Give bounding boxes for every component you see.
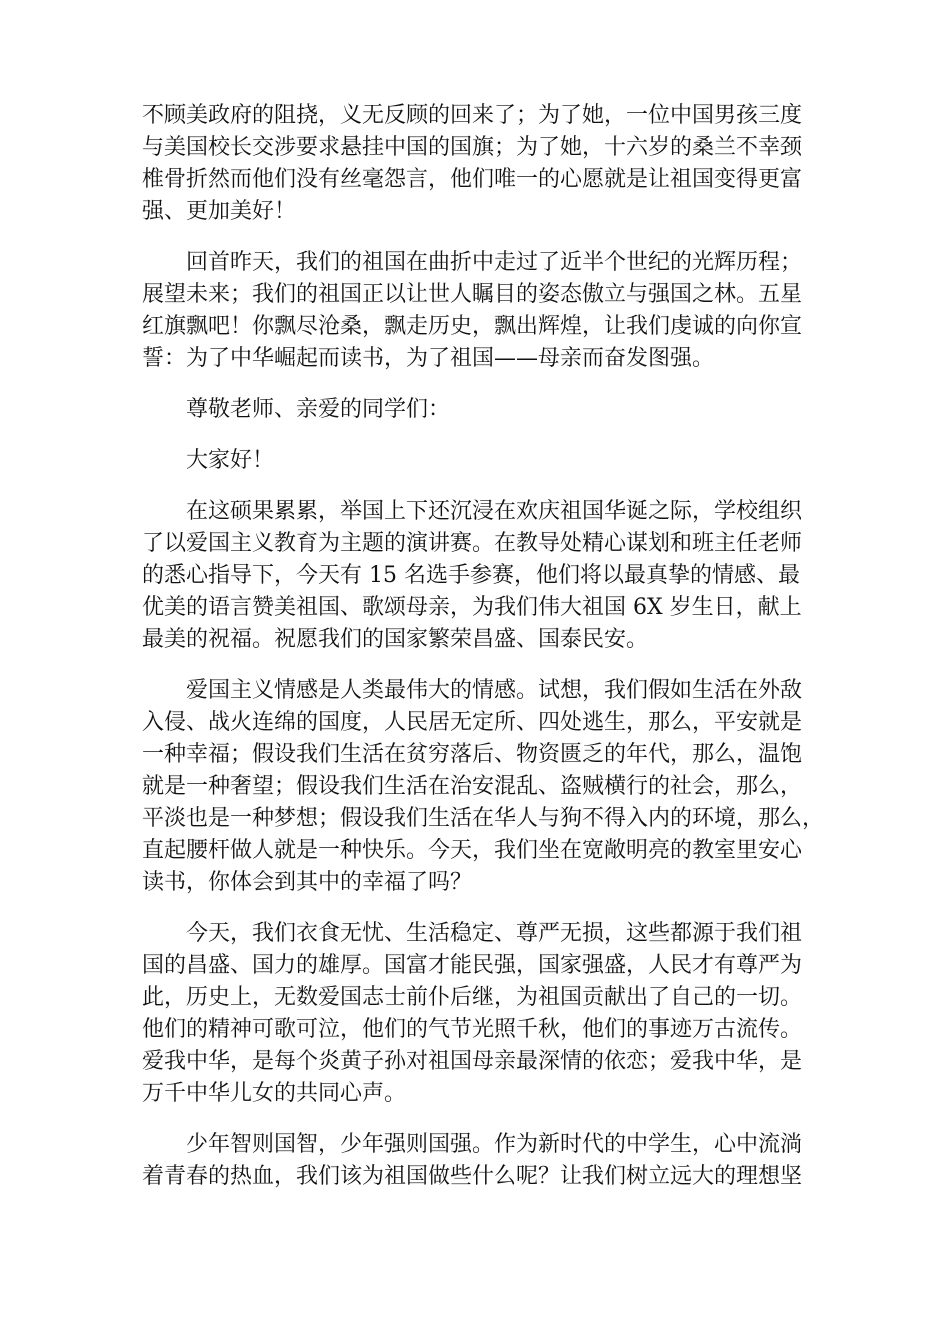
text-line: 尊敬老师、亲爱的同学们： <box>142 397 451 422</box>
text-line: 与美国校长交涉要求悬挂中国的国旗；为了她，十六岁的桑兰不幸颈 <box>142 135 803 160</box>
text-line: 了以爱国主义教育为主题的演讲赛。在教导处精心谋划和班主任老师 <box>142 531 803 556</box>
text-line: 少年智则国智，少年强则国强。作为新时代的中学生，心中流淌 <box>142 1132 803 1157</box>
paragraph <box>142 247 827 375</box>
text-line: 爱我中华，是每个炎黄子孙对祖国母亲最深情的依恋；爱我中华，是 <box>142 1049 803 1074</box>
text-line: 的悉心指导下，今天有 15 名选手参赛，他们将以最真挚的情感、最 <box>142 563 800 588</box>
paragraph <box>142 496 827 656</box>
text-line: 国的昌盛、国力的雄厚。国富才能民强，国家强盛，人民才有尊严为 <box>142 953 803 978</box>
text-line: 他们的精神可歌可泣，他们的气节光照千秋，他们的事迹万古流传。 <box>142 1017 803 1042</box>
text-line: 爱国主义情感是人类最伟大的情感。试想，我们假如生活在外敌 <box>142 678 803 703</box>
text-line: 誓：为了中华崛起而读书，为了祖国——母亲而奋发图强。 <box>142 346 715 371</box>
text-line: 着青春的热血，我们该为祖国做些什么呢？让我们树立远大的理想坚 <box>142 1164 803 1189</box>
text-line: 红旗飘吧！你飘尽沧桑，飘走历史，飘出辉煌，让我们虔诚的向你宣 <box>142 314 803 339</box>
text-line: 一种幸福；假设我们生活在贫穷落后、物资匮乏的年代，那么，温饱 <box>142 742 803 767</box>
text-line: 平淡也是一种梦想；假设我们生活在华人与狗不得入内的环境，那么， <box>142 806 825 831</box>
text-line: 万千中华儿女的共同心声。 <box>142 1081 407 1106</box>
paragraph <box>142 100 827 228</box>
text-line: 今天，我们衣食无忧、生活稳定、尊严无损，这些都源于我们祖 <box>142 921 803 946</box>
text-line: 在这硕果累累，举国上下还沉浸在欢庆祖国华诞之际，学校组织 <box>142 499 803 524</box>
text-line: 强、更加美好！ <box>142 199 297 224</box>
text-line: 此，历史上，无数爱国志士前仆后继，为祖国贡献出了自己的一切。 <box>142 985 803 1010</box>
paragraph <box>142 1129 827 1193</box>
text-line: 入侵、战火连绵的国度，人民居无定所、四处逃生，那么，平安就是 <box>142 710 803 735</box>
text-line: 读书，你体会到其中的幸福了吗？ <box>142 870 473 895</box>
text-line: 优美的语言赞美祖国、歌颂母亲，为我们伟大祖国 6X 岁生日，献上 <box>142 595 802 620</box>
text-line: 大家好！ <box>142 448 275 473</box>
text-line: 椎骨折然而他们没有丝毫怨言，他们唯一的心愿就是让祖国变得更富 <box>142 167 803 192</box>
paragraph <box>142 394 827 426</box>
document-body <box>142 100 827 1212</box>
text-line: 直起腰杆做人就是一种快乐。今天，我们坐在宽敞明亮的教室里安心 <box>142 838 803 863</box>
text-line: 最美的祝福。祝愿我们的国家繁荣昌盛、国泰民安。 <box>142 627 649 652</box>
text-line: 不顾美政府的阻挠，义无反顾的回来了；为了她，一位中国男孩三度 <box>142 103 803 128</box>
paragraph <box>142 445 827 477</box>
paragraph <box>142 918 827 1110</box>
text-line: 展望未来；我们的祖国正以让世人瞩目的姿态傲立与强国之林。五星 <box>142 282 803 307</box>
paragraph <box>142 675 827 899</box>
text-line: 回首昨天，我们的祖国在曲折中走过了近半个世纪的光辉历程； <box>142 250 803 275</box>
text-line: 就是一种奢望；假设我们生活在治安混乱、盗贼横行的社会，那么， <box>142 774 803 799</box>
